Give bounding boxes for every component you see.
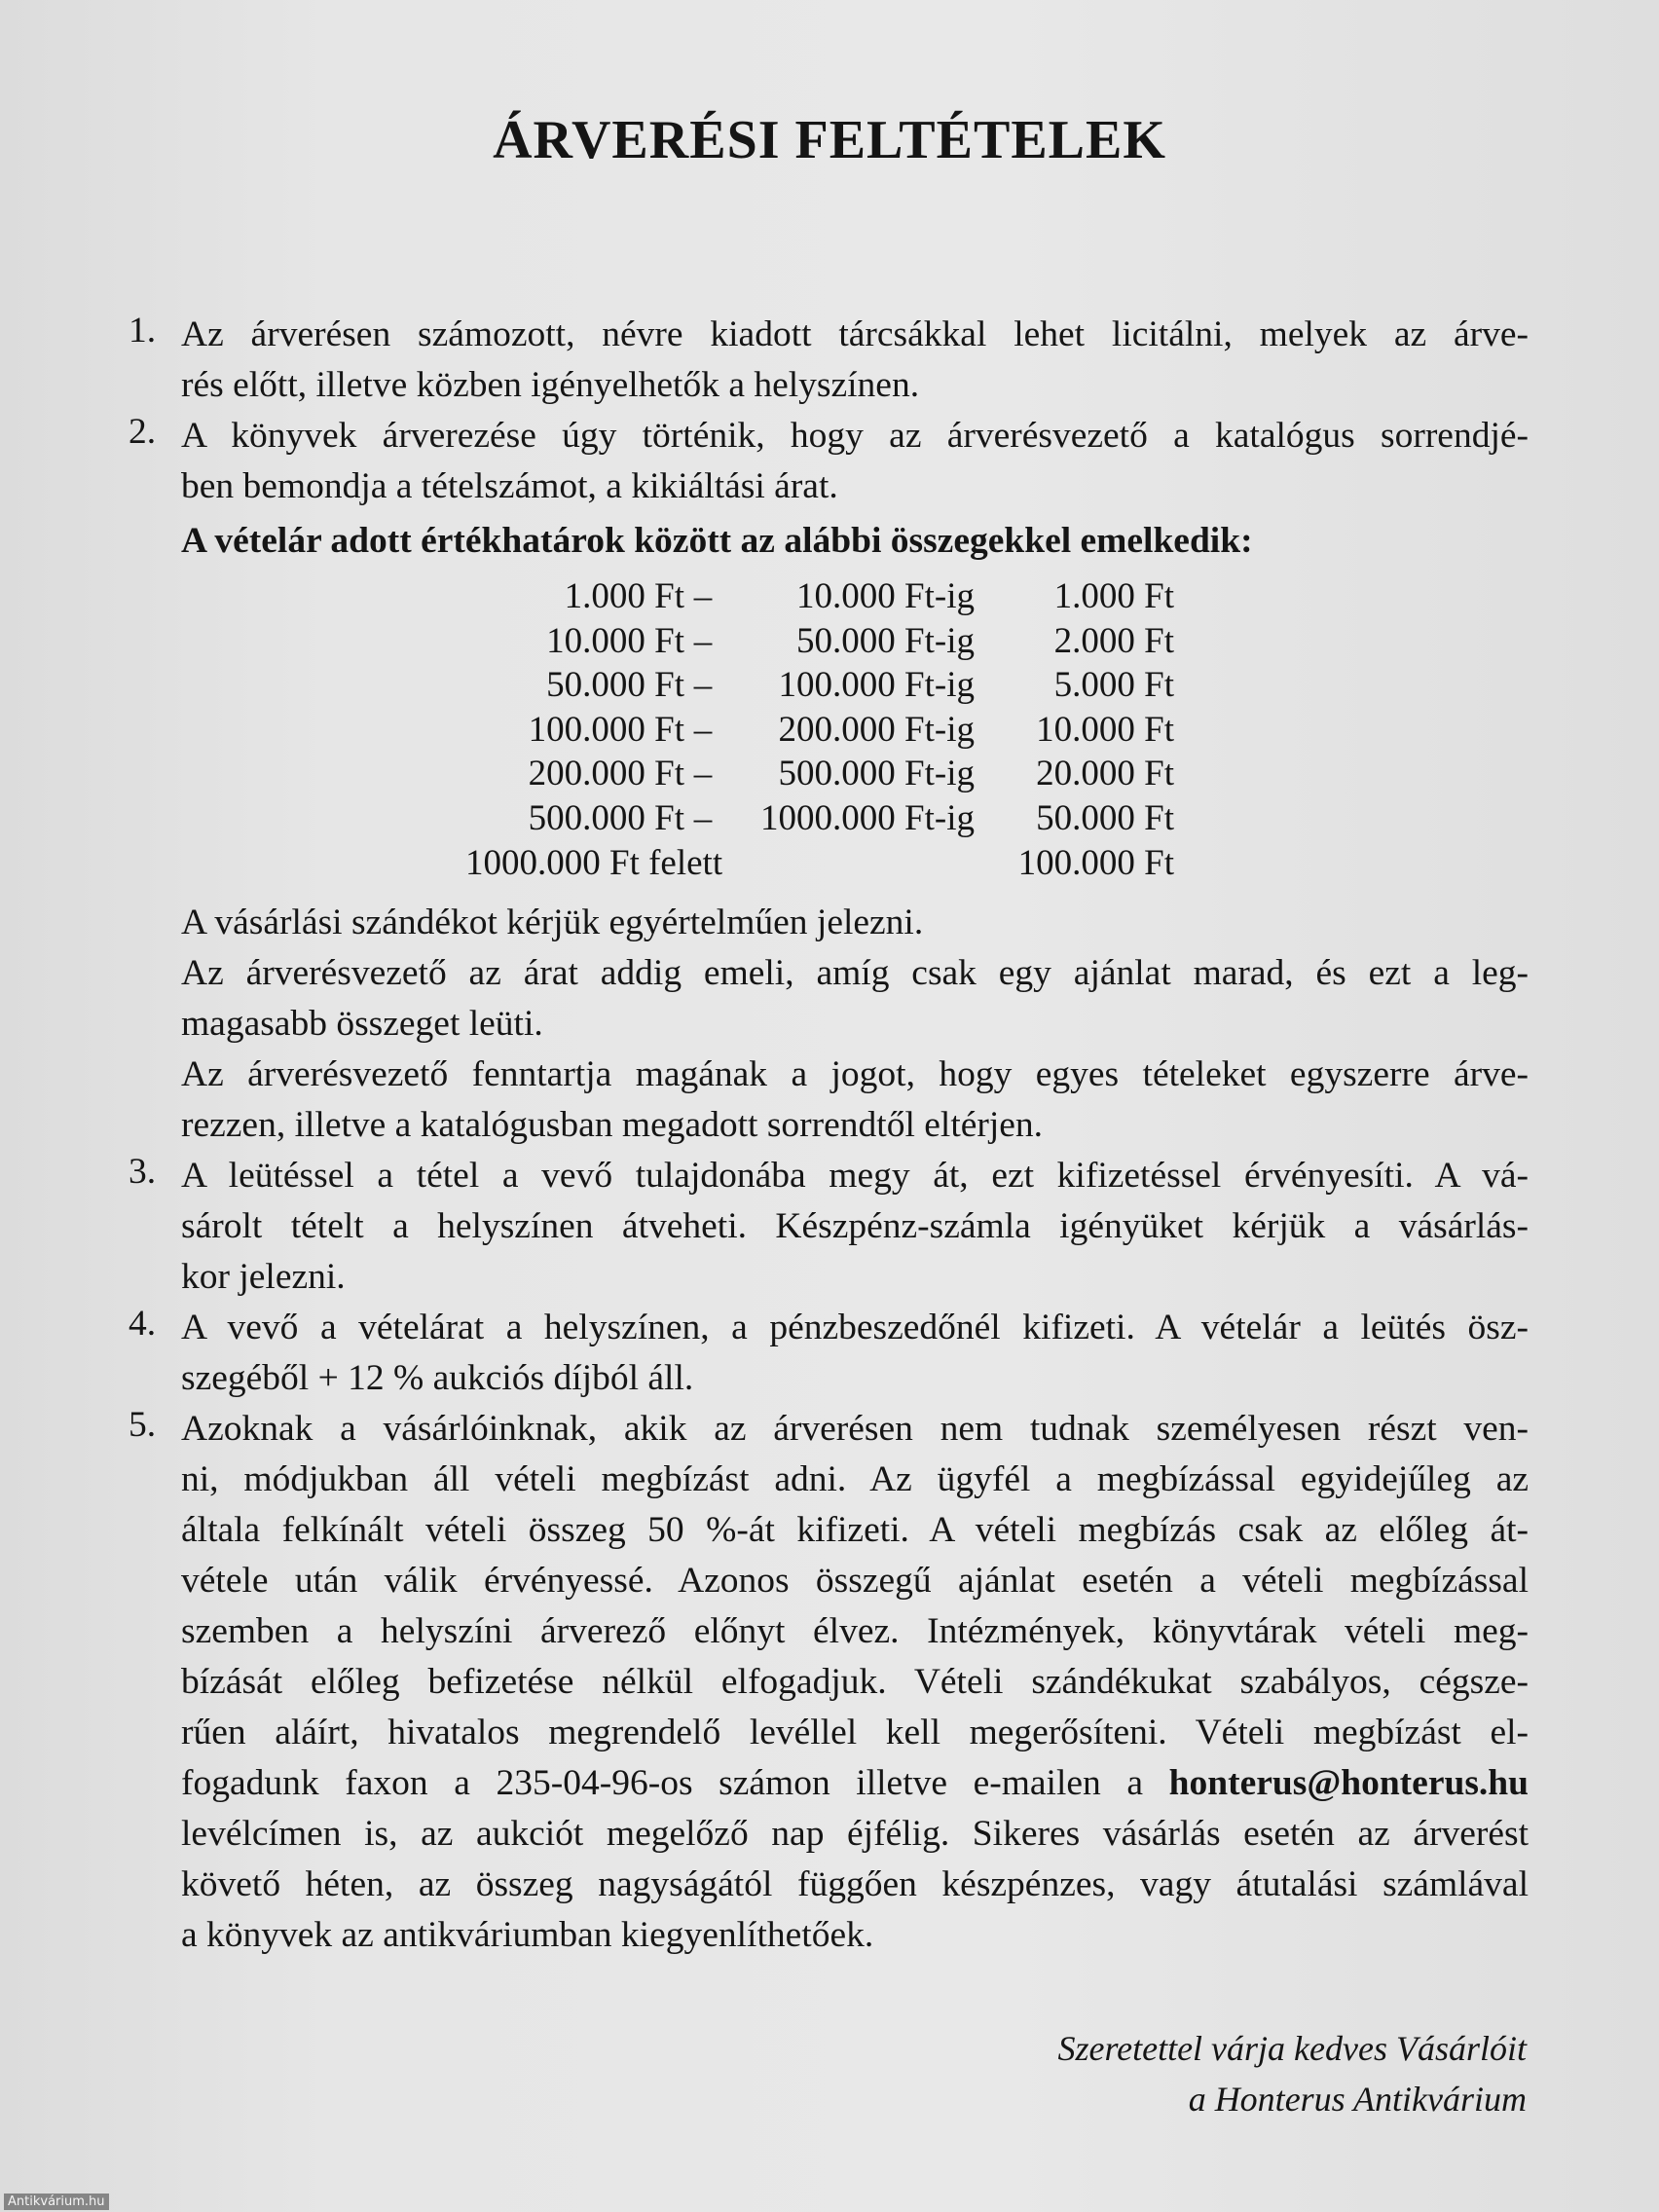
condition-line: szegéből + 12 % aukciós díjból áll. [181,1358,694,1398]
rate-step: 100.000 Ft [1017,842,1174,883]
condition-line: Az árverésen számozott, névre kiadott tárcsákkal lehet licitálni, melyek az árve- [181,314,1529,354]
condition-number: 3. [129,1152,157,1192]
rate-to: 200.000 Ft-ig [778,709,975,750]
rate-row [465,574,1174,619]
condition-line: sárolt tételt a helyszínen átveheti. Készpénz-számla igényüket kérjük a vásárlás- [181,1206,1529,1246]
condition-line: ni, módjukban áll vételi megbízást adni. Az ügyfél a megbízással egyidejűleg az [181,1459,1529,1499]
rate-to: 10.000 Ft-ig [796,576,975,616]
increment-heading: A vételár adott értékhatárok között az alábbi összegekkel emelkedik: [181,521,1253,561]
rate-from: 200.000 Ft [528,754,684,794]
rate-row [465,841,1174,886]
page-title: ÁRVERÉSI FELTÉTELEK [493,110,1166,170]
item2-extra-line: rezzen, illetve a katalógusban megadott sorrendtől eltérjen. [181,1105,1044,1145]
rate-dash: – [693,797,713,838]
condition-line: bízását előleg befizetése nélkül elfogadjuk. Vételi szándékukat szabályos, cégsze- [181,1662,1529,1702]
rate-step: 10.000 Ft [1036,709,1174,750]
increment-rate-table [465,574,1174,885]
condition-line: A leütéssel a tétel a vevő tulajdonába megy át, ezt kifizetéssel érvényesíti. A vá- [181,1156,1529,1196]
condition-line: levélcímen is, az aukciót megelőző nap éjfélig. Sikeres vásárlás esetén az árverést [181,1814,1529,1854]
condition-line: A könyvek árverezése úgy történik, hogy az árverésvezető a katalógus sorrendjé- [181,416,1529,456]
signature-line: a Honterus Antikvárium [1188,2080,1527,2119]
condition-line: általa felkínált vételi összeg 50 %-át kifizeti. A vételi megbízás csak az előleg át- [181,1510,1529,1550]
condition-text: fogadunk faxon a 235-04-96-os számon illetve e-mailen a [181,1763,1144,1803]
signature [1057,2023,1527,2124]
condition-line: Azoknak a vásárlóinknak, akik az árverésen nem tudnak személyesen részt ven- [181,1409,1529,1449]
rate-row [465,796,1174,841]
condition-4 [117,1303,1529,1404]
rate-dash: – [693,576,713,616]
condition-number: 1. [129,311,157,350]
rate-from: 10.000 Ft [546,620,684,661]
rate-from: 100.000 Ft [528,709,684,750]
condition-1 [117,310,1529,411]
rate-dash: – [693,754,713,794]
item2-extra-line: Az árverésvezető fenntartja magának a jogot, hogy egyes tételeket egyszerre árve- [181,1054,1529,1094]
condition-line: rés előtt, illetve közben igényelhetők a helyszínen. [181,365,920,405]
rate-row [465,752,1174,796]
condition-number: 4. [129,1304,157,1344]
rate-from: 1000.000 Ft felett [465,842,723,883]
rate-step: 1.000 Ft [1053,576,1174,616]
conditions-list [117,310,1529,1961]
rate-dash: – [693,709,713,750]
condition-5 [117,1404,1529,1961]
email-address[interactable]: honterus@honterus.hu [1168,1763,1529,1803]
condition-3 [117,1151,1529,1303]
rate-row [465,708,1174,753]
rate-from: 50.000 Ft [546,665,684,706]
rate-row [465,619,1174,664]
condition-line: vétele után válik érvényessé. Azonos összegű ajánlat esetén a vételi megbízással [181,1561,1529,1601]
condition-line: szemben a helyszíni árverező előnyt élvez. Intézmények, könyvtárak vételi meg- [181,1611,1529,1651]
rate-from: 1.000 Ft [564,576,684,616]
item2-extra-line: magasabb összeget leüti. [181,1004,543,1044]
rate-step: 50.000 Ft [1036,797,1174,838]
rate-from: 500.000 Ft [528,797,684,838]
condition-line-with-email [181,1758,1529,1809]
signature-line: Szeretettel várja kedves Vásárlóit [1057,2029,1527,2068]
condition-line: követő héten, az összeg nagyságától függően készpénzes, vagy átutalási számlával [181,1864,1529,1904]
rate-to: 100.000 Ft-ig [778,665,975,706]
rate-to: 500.000 Ft-ig [778,754,975,794]
rate-to: 50.000 Ft-ig [796,620,975,661]
rate-step: 5.000 Ft [1053,665,1174,706]
condition-line: kor jelezni. [181,1257,346,1297]
watermark: Antikvárium.hu [4,2194,109,2210]
condition-number: 5. [129,1405,157,1445]
condition-line: A vevő a vételárat a helyszínen, a pénzbeszedőnél kifizeti. A vételár a leütés ösz- [181,1308,1529,1347]
item2-extra-line: A vásárlási szándékot kérjük egyértelműen jelezni. [181,903,924,942]
condition-number: 2. [129,412,157,452]
condition-line: a könyvek az antikváriumban kiegyenlíthetőek. [181,1915,874,1955]
condition-line: rűen aláírt, hivatalos megrendelő levéllel kell megerősíteni. Vételi megbízást el- [181,1713,1529,1752]
item2-extra-line: Az árverésvezető az árat addig emeli, amíg csak egy ajánlat marad, és ezt a leg- [181,953,1529,993]
rate-to: 1000.000 Ft-ig [760,797,975,838]
condition-line: ben bemondja a tételszámot, a kikiáltási árat. [181,466,838,506]
rate-step: 2.000 Ft [1053,620,1174,661]
rate-dash: – [693,620,713,661]
rate-row [465,663,1174,708]
rate-dash: – [693,665,713,706]
rate-step: 20.000 Ft [1036,754,1174,794]
